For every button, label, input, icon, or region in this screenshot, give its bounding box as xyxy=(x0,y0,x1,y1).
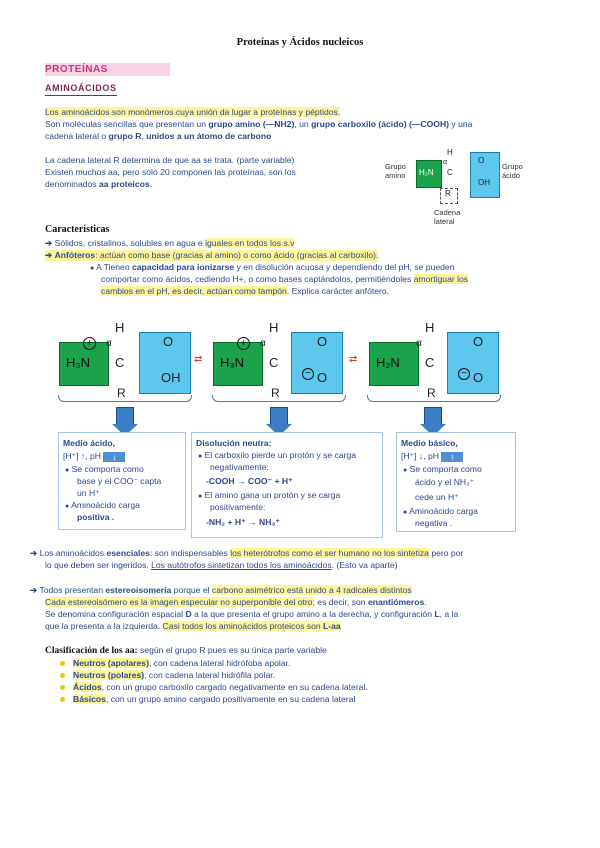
mol1-r: R xyxy=(117,386,126,400)
arrow-icon: ➔ xyxy=(30,548,38,558)
bullet-icon xyxy=(60,673,65,678)
mol2-o: O xyxy=(317,334,328,349)
label-side-chain: Cadena lateral xyxy=(434,208,461,226)
stereo-line-4: que la presenta a la izquierda. Casi todos los aminoácidos proteicos son L-aa xyxy=(45,621,341,631)
intro-line-5: Existen muchos aa, pero solo 20 componen las proteínas, son los xyxy=(45,167,296,177)
bullet-icon xyxy=(60,697,65,702)
mol3-nh2: H₂N xyxy=(376,355,400,370)
stereo-line-2: Cada estereoisómero es la imagen especular no superponible del otro; es decir, son enantiómeros. xyxy=(45,597,427,607)
bullet-icon: ● xyxy=(90,265,95,272)
stereo-line-3: Se denomina configuración espacial D a la que presenta el grupo amino a la derecha, y configuración L, a la xyxy=(45,609,459,619)
mol2-alpha: α xyxy=(260,338,266,349)
mol2-h: H xyxy=(269,320,279,335)
page-title: Proteínas y Ácidos nucleicos xyxy=(236,37,364,48)
intro-line-2: Son moléculas sencillas que presentan un grupo amino (—NH2), un grupo carboxilo (ácido) (—COOH) y una xyxy=(45,119,473,129)
down-arrow-icon xyxy=(116,407,134,425)
arrow-up-icon: ↑ xyxy=(441,452,463,462)
mol3-r: R xyxy=(427,386,436,400)
intro-line-3: cadena lateral o grupo R, unidos a un átomo de carbono xyxy=(45,131,272,141)
intro-line-1: Los aminoácidos son monómeros cuya unión da lugar a proteínas y péptidos. xyxy=(45,107,341,117)
list-item: Neutros (apolares), con cadena lateral hidrófoba apolar. xyxy=(60,658,290,669)
brace-1 xyxy=(58,395,192,402)
alpha-label: α xyxy=(443,159,448,166)
arrow-icon: ➔ xyxy=(30,585,38,595)
label-acid-group: Grupo ácido xyxy=(502,162,523,180)
char-sub-2: comportar como ácidos, cediendo H+, o como bases captándolos, permitiéndoles amortiguar los xyxy=(101,274,469,284)
alpha-carbon: C xyxy=(447,168,453,177)
list-item: Básicos, con un grupo amino cargado positivamente en su cadena lateral xyxy=(60,694,355,705)
mol2-positive-charge: + xyxy=(237,337,250,350)
mol1-alpha: α xyxy=(106,338,112,349)
classification-heading: Clasificación de los aa: según el grupo R pues es su única parte variable xyxy=(45,645,327,656)
basic-medium-box: Medio básico, [H⁺] ↓, pH ↑ ● Se comporta como ácido y el NH₃⁺ cede un H⁺ ● Aminoácido carga negativa . xyxy=(396,432,516,532)
mol3-o2: O xyxy=(473,370,484,385)
down-arrow-icon xyxy=(270,407,288,425)
arrow-icon: ➔ xyxy=(45,250,53,260)
intro-line-4: La cadena lateral R determina de que aa se trata. (parte variable) xyxy=(45,155,295,165)
oh-group: OH xyxy=(478,178,490,187)
amino-acid-structure-diagram xyxy=(385,148,535,228)
mol1-positive-charge: + xyxy=(83,337,96,350)
char-bullet-2: ➔ Anfóteros: actúan como base (gracias al amino) o como ácido (gracias al carboxilo). xyxy=(45,250,379,260)
acid-medium-box: Medio ácido, [H⁺] ↑, pH ↓ ● Se comporta como base y el COO⁻ capta un H⁺ ● Aminoácido carga positiva . xyxy=(58,432,186,530)
mol3-carbon: C xyxy=(425,355,435,370)
section-heading: PROTEÍNAS xyxy=(45,63,170,76)
intro-line-6: denominados aa proteicos. xyxy=(45,179,153,189)
essential-line-2: lo que deben ser ingeridos. Los autótrofos sintetizan todos los aminoácidos. (Esto va aparte) xyxy=(45,560,398,570)
mol2-nh3: H₃N xyxy=(220,355,245,370)
mol1-nh3: H₃N xyxy=(66,355,91,370)
mol3-o: O xyxy=(473,334,484,349)
bullet-icon xyxy=(60,661,65,666)
mol2-carbon: C xyxy=(269,355,279,370)
mol2-negative-charge: − xyxy=(302,368,314,380)
bullet-icon xyxy=(60,685,65,690)
arrow-down-icon: ↓ xyxy=(103,452,125,462)
brace-3 xyxy=(367,395,501,402)
brace-2 xyxy=(212,395,346,402)
mol2-r: R xyxy=(271,386,280,400)
equilibrium-arrow-icon: ⇄ xyxy=(349,354,358,365)
down-arrow-icon xyxy=(424,407,442,425)
mol3-alpha: α xyxy=(416,338,422,349)
characteristics-heading: Características xyxy=(45,224,110,235)
char-sub-3: cambios en el pH, es decir, actúan como tampón. Explica carácter anfótero. xyxy=(101,286,390,296)
mol2-o2: O xyxy=(317,370,328,385)
arrow-icon: ➔ xyxy=(45,238,53,248)
mol1-oh: OH xyxy=(161,370,181,385)
mol1-o: O xyxy=(163,334,174,349)
list-item: Neutros (polares), con cadena lateral hidrófila polar. xyxy=(60,670,275,681)
label-amino-group: Grupo amino xyxy=(385,162,406,180)
ionization-diagram xyxy=(55,318,535,418)
r-group: R xyxy=(445,189,451,198)
essential-line-1: ➔ Los aminoácidos esenciales: son indispensables los heterótrofos como el ser humano no los sintetiza pero por xyxy=(30,548,464,558)
char-sub-1: ● A Tienen capacidad para ionizarse y en disolución acuosa y dependiendo del pH, se pueden xyxy=(90,262,455,272)
list-item: Ácidos, con un grupo carboxilo cargado negativamente en su cadena lateral. xyxy=(60,682,368,693)
o-atom: O xyxy=(478,156,485,165)
nh2-label: H₂N xyxy=(419,168,434,177)
mol1-carbon: C xyxy=(115,355,125,370)
stereo-line-1: ➔ Todos presentan estereoisomería porque el carbono asimétrico está unido a 4 radicales distintos xyxy=(30,585,412,595)
h-atom: H xyxy=(447,148,453,157)
mol3-h: H xyxy=(425,320,435,335)
char-bullet-1: ➔ Sólidos, cristalinos, solubles en agua e iguales en todos los s.v xyxy=(45,238,295,248)
acid-group-box xyxy=(470,152,500,198)
subsection-heading: AMINOÁCIDOS xyxy=(45,83,117,96)
mol3-negative-charge: − xyxy=(458,368,470,380)
mol1-h: H xyxy=(115,320,125,335)
equilibrium-arrow-icon: ⇄ xyxy=(194,354,203,365)
neutral-solution-box: Disolución neutra: ● El carboxilo pierde un protón y se carga negativamente: -COOH → COO⁻ + H⁺ ● El amino gana un protón y se carga positivamente: -NH₂ + H⁺ → NH₃⁺ xyxy=(191,432,383,538)
